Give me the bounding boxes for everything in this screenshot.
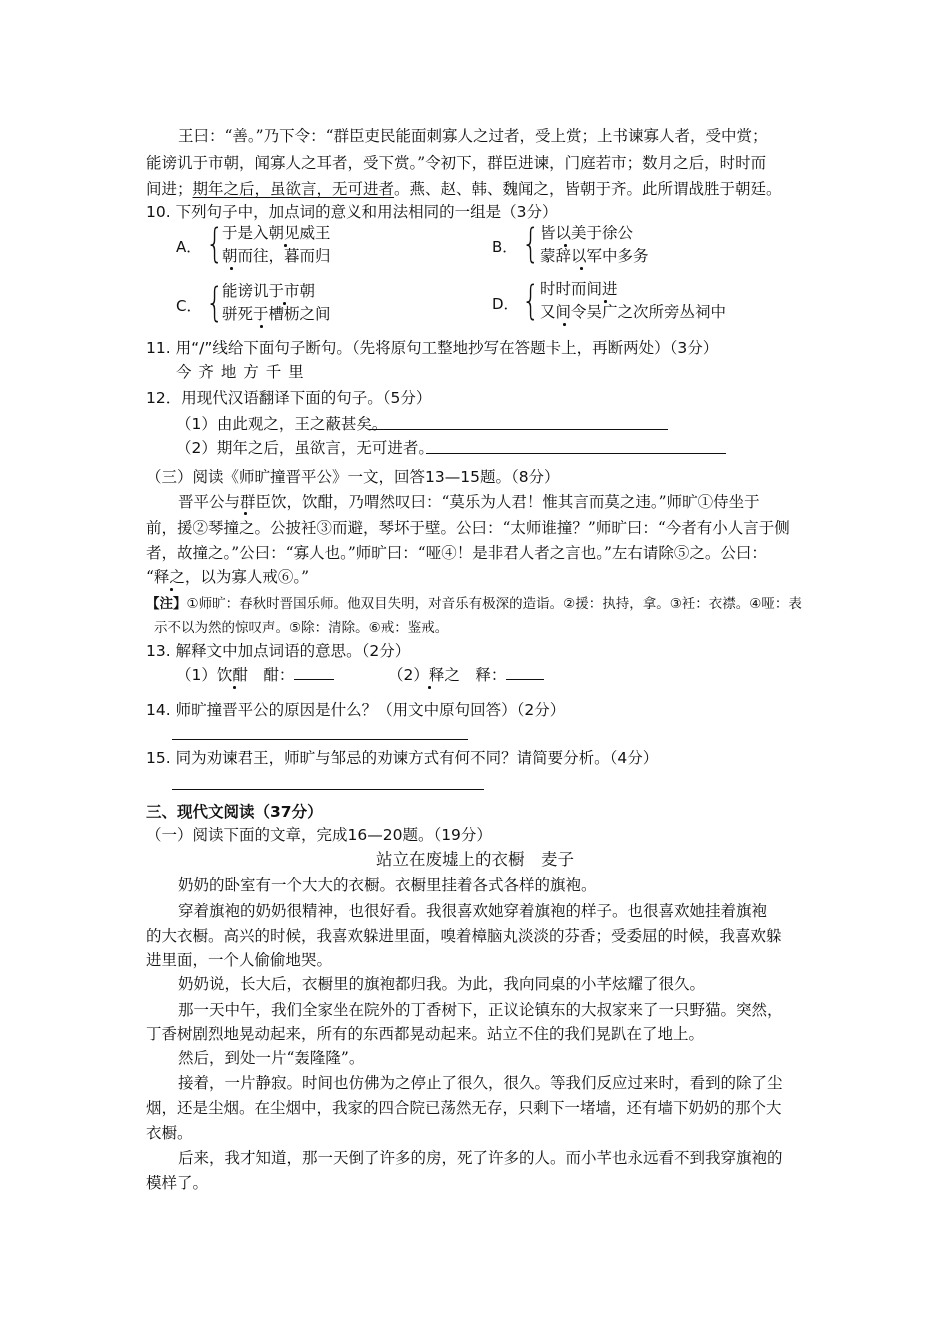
passage-text: 。燕、赵、韩、魏闻之，皆朝于齐。此所谓战胜于朝廷。 xyxy=(394,180,782,198)
passage-line: 能谤讥于市朝，闻寡人之耳者，受下赏。”令初下，群臣进谏，门庭若市；数月之后，时时而 xyxy=(146,154,767,172)
brace-icon: { xyxy=(205,221,224,267)
brace-icon: { xyxy=(521,221,540,267)
question-12-item-1: （1）由此观之，王之蔽甚矣。 xyxy=(176,415,388,433)
option-b-line2: 蒙辞以军中多务 xyxy=(540,247,649,265)
emphasis-dot xyxy=(604,300,607,303)
article-line: 的大衣橱。高兴的时候，我喜欢躲进里面，嗅着樟脑丸淡淡的芬香；受委屈的时候，我喜欢躲 xyxy=(146,927,782,945)
article-line: 穿着旗袍的奶奶很精神，也很好看。我很喜欢她穿着旗袍的样子。也很喜欢她挂着旗袍 xyxy=(178,902,768,920)
emphasis-dot xyxy=(260,325,263,328)
question-11-stem: 11. 用“/”线给下面句子断句。（先将原句工整地抄写在答题卡上，再断两处）（3分） xyxy=(146,339,719,357)
question-11-sentence: 今 齐 地 方 千 里 xyxy=(176,363,305,381)
article-line: 进里面，一个人偷偷地哭。 xyxy=(146,951,333,969)
answer-blank[interactable] xyxy=(294,665,334,680)
brace-icon: { xyxy=(205,280,224,326)
question-14-stem: 14. 师旷撞晋平公的原因是什么？（用文中原句回答）（2分） xyxy=(146,701,566,719)
note-label: 【注】 xyxy=(146,596,187,612)
option-a-line2: 朝而往，暮而归 xyxy=(222,247,331,265)
emphasis-dot xyxy=(284,244,287,247)
article-line: 奶奶的卧室有一个大大的衣橱。衣橱里挂着各式各样的旗袍。 xyxy=(178,876,597,894)
question-13-b-text: （2）释之 释： xyxy=(388,666,507,684)
note-line: 示不以为然的惊叹声。⑤除：清除。⑥戒：鉴戒。 xyxy=(154,620,449,636)
option-c-label: C． xyxy=(176,297,202,315)
question-10-stem: 10. 下列句子中，加点词的意义和用法相同的一组是（3分） xyxy=(146,203,558,221)
passage-text: 间进； xyxy=(146,180,193,198)
answer-line[interactable] xyxy=(172,789,484,790)
passage-line xyxy=(146,178,782,200)
emphasis-dot xyxy=(233,686,236,689)
answer-blank[interactable] xyxy=(506,665,544,680)
part-subheading: （一）阅读下面的文章，完成16—20题。（19分） xyxy=(146,826,492,844)
option-a-label: A． xyxy=(176,238,202,256)
article-line: 烟，还是尘烟。在尘烟中，我家的四合院已荡然无存，只剩下一堵墙，还有墙下奶奶的那个大 xyxy=(146,1099,782,1117)
article-line: 接着，一片静寂。时间也仿佛为之停止了很久，很久。等我们反应过来时，看到的除了尘 xyxy=(178,1074,783,1092)
emphasis-dot xyxy=(230,267,233,270)
question-13-b xyxy=(388,664,544,686)
option-b-line1: 皆以美于徐公 xyxy=(540,224,634,242)
answer-line[interactable] xyxy=(426,453,726,454)
option-d-line2: 又间令吴广之次所旁丛祠中 xyxy=(540,303,727,321)
emphasis-dot xyxy=(564,244,567,247)
article-line: 那一天中午，我们全家坐在院外的丁香树下，正议论镇东的大叔家来了一只野猫。突然， xyxy=(178,1001,783,1019)
passage-line: “释之，以为寡人戒⑥。” xyxy=(146,568,310,586)
option-d-line1: 时时而间进 xyxy=(540,280,618,298)
answer-line[interactable] xyxy=(172,739,468,740)
article-line: 丁香树剧烈地晃动起来，所有的东西都晃动起来。站立不住的我们晃趴在了地上。 xyxy=(146,1025,705,1043)
article-line: 模样了。 xyxy=(146,1174,209,1192)
passage-line: 晋平公与群臣饮，饮酣，乃喟然叹曰：“莫乐为人君！惟其言而莫之违。”师旷①侍坐于 xyxy=(178,493,760,511)
article-line: 然后，到处一片“轰隆隆”。 xyxy=(178,1049,365,1067)
question-13-a xyxy=(176,664,334,686)
option-d-label: D． xyxy=(492,295,519,313)
article-line: 后来，我才知道，那一天倒了许多的房，死了许多的人。而小芊也永远看不到我穿旗袍的 xyxy=(178,1149,783,1167)
option-b-label: B． xyxy=(492,238,518,256)
part-heading: 三、现代文阅读（37分） xyxy=(146,803,323,821)
emphasis-dot xyxy=(283,302,286,305)
question-13-stem: 13. 解释文中加点词语的意思。（2分） xyxy=(146,642,411,660)
article-title: 站立在废墟上的衣橱 麦子 xyxy=(376,850,574,869)
brace-icon: { xyxy=(521,278,540,324)
note-line xyxy=(146,593,802,615)
emphasis-dot xyxy=(244,512,247,515)
article-line: 衣橱。 xyxy=(146,1124,193,1142)
article-line: 奶奶说，长大后，衣橱里的旗袍都归我。为此，我向同桌的小芊炫耀了很久。 xyxy=(178,975,706,993)
emphasis-dot xyxy=(428,686,431,689)
passage-line: 者，故撞之。”公曰：“寡人也。”师旷曰：“哑④！是非君人者之言也。”左右请除⑤之。公曰： xyxy=(146,544,767,562)
option-a-line1: 于是入朝见威王 xyxy=(222,224,331,242)
question-12-item-2: （2）期年之后，虽欲言，无可进者。 xyxy=(176,439,434,457)
option-c-line2: 骈死于槽枥之间 xyxy=(222,305,331,323)
note-text: ①师旷：春秋时晋国乐师。他双目失明，对音乐有极深的造诣。②援：执持，拿。③衽：衣襟。④哑：表 xyxy=(186,596,802,612)
question-15-stem: 15. 同为劝谏君王，师旷与邹忌的劝谏方式有何不同？请简要分析。（4分） xyxy=(146,749,659,767)
answer-line[interactable] xyxy=(368,429,668,430)
question-12-stem: 12．用现代汉语翻译下面的句子。（5分） xyxy=(146,389,432,407)
question-13-a-text: （1）饮酣 酣： xyxy=(176,666,295,684)
passage-line: 前，援②琴撞之。公披衽③而避，琴坏于壁。公曰：“太师谁撞？”师旷曰：“今者有小人言于侧 xyxy=(146,519,790,537)
emphasis-dot xyxy=(580,267,583,270)
section-heading: （三）阅读《师旷撞晋平公》一文，回答13—15题。（8分） xyxy=(146,468,560,486)
option-c-line1: 能谤讥于市朝 xyxy=(222,282,316,300)
emphasis-dot xyxy=(563,323,566,326)
underlined-sentence: 期年之后，虽欲言，无可进者 xyxy=(192,180,395,198)
emphasis-dot xyxy=(170,588,173,591)
passage-line: 王曰：“善。”乃下令：“群臣吏民能面刺寡人之过者，受上赏；上书谏寡人者，受中赏； xyxy=(178,127,768,145)
